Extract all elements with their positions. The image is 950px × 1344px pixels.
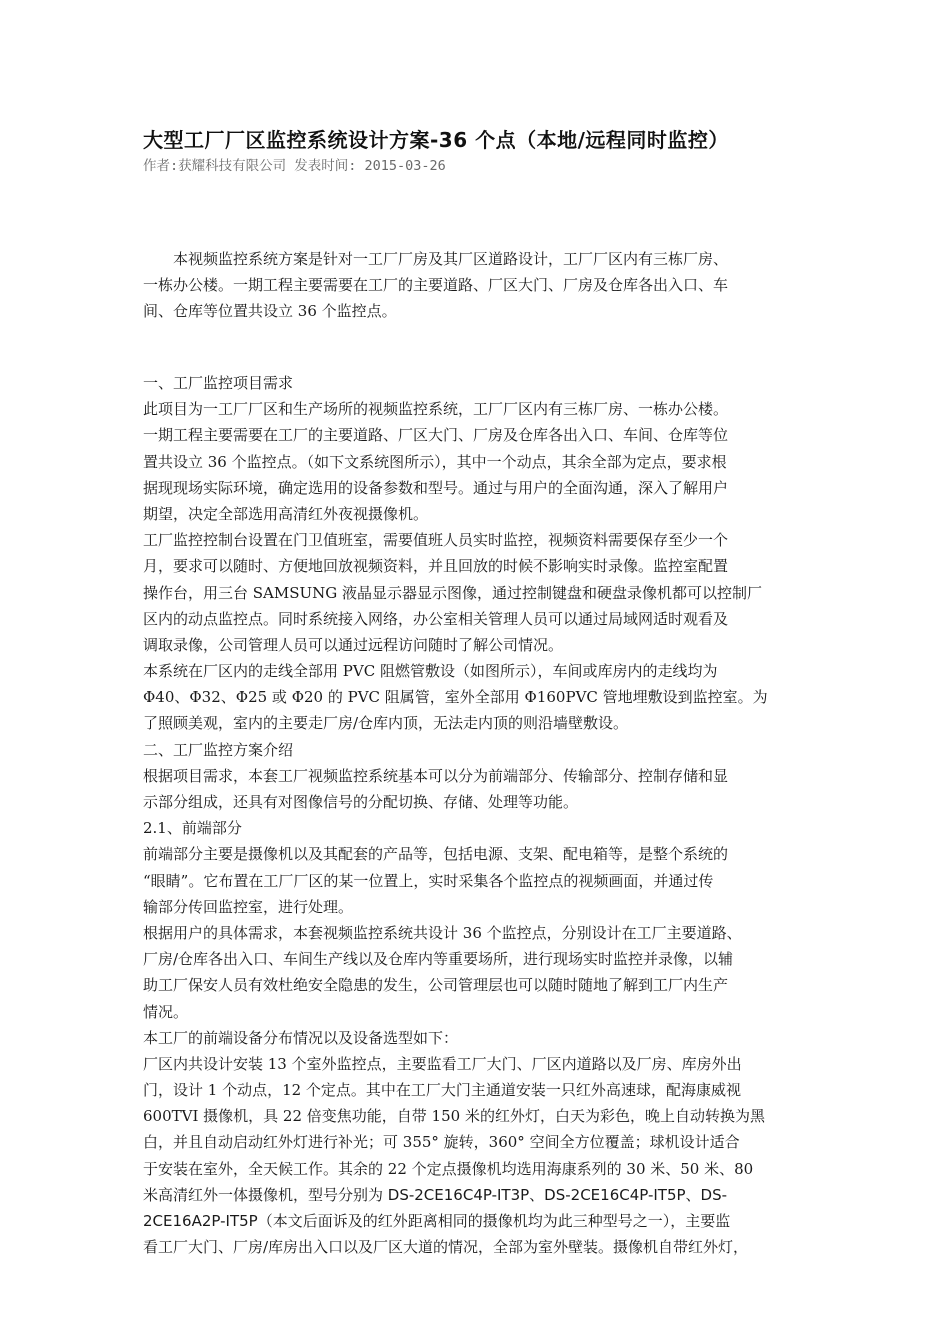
body-line: 根据用户的具体需求，本套视频监控系统共设计 36 个监控点，分别设计在工厂主要道路、 <box>143 923 742 942</box>
body-line: 门，设计 1 个动点，12 个定点。其中在工厂大门主通道安装一只红外高速球，配海康威视 <box>143 1081 741 1100</box>
body-line: 情况。 <box>143 1002 189 1021</box>
document-title: 大型工厂厂区监控系统设计方案-36 个点（本地/远程同时监控） <box>143 128 729 152</box>
body-line: 据现现场实际环境，确定选用的设备参数和型号。通过与用户的全面沟通，深入了解用户 <box>143 478 729 497</box>
camera-model: 2CE16A2P-IT5P <box>143 1212 258 1230</box>
model-line-prefix: 米高清红外一体摄像机，型号分别为 <box>143 1185 388 1204</box>
intro-line: 本视频监控系统方案是针对一工厂厂房及其厂区道路设计，工厂厂区内有三栋厂房、 <box>173 250 729 268</box>
subsection-heading: 2.1、前端部分 <box>143 819 242 838</box>
model-line2-rest: （本文后面诉及的红外距离相同的摄像机均为此三种型号之一），主要监 <box>257 1212 731 1230</box>
body-line: 此项目为一工厂厂区和生产场所的视频监控系统，工厂厂区内有三栋厂房、一栋办公楼。 <box>143 400 729 419</box>
body-line: 期望，决定全部选用高清红外夜视摄像机。 <box>143 504 429 523</box>
body-line: “眼睛”。它布置在工厂厂区的某一位置上，实时采集各个监控点的视频画面，并通过传 <box>143 871 714 890</box>
body-line-models-2 <box>143 1208 833 1234</box>
body-line: Φ40、Φ32、Φ25 或 Φ20 的 PVC 阻属管，室外全部用 Φ160PVC 管地埋敷设到监控室。为 <box>143 688 768 707</box>
body-line: 工厂监控控制台设置在门卫值班室，需要值班人员实时监控，视频资料需要保存至少一个 <box>143 531 729 550</box>
body-line: 本工厂的前端设备分布情况以及设备选型如下： <box>143 1028 459 1047</box>
body-line: 于安装在室外，全天候工作。其余的 22 个定点摄像机均选用海康系列的 30 米、50 米、80 <box>143 1159 754 1178</box>
body-line: 前端部分主要是摄像机以及其配套的产品等，包括电源、支架、配电箱等，是整个系统的 <box>143 845 729 864</box>
body-line: 月，要求可以随时、方便地回放视频资料，并且回放的时候不影响实时录像。监控室配置 <box>143 557 729 576</box>
body-line: 白，并且自动启动红外灯进行补光；可 355° 旋转，360° 空间全方位覆盖；球机设计适合 <box>143 1133 740 1152</box>
intro-paragraph <box>143 246 823 324</box>
body-line: 操作台，用三台 SAMSUNG 液晶显示器显示图像，通过控制键盘和硬盘录像机都可以控制厂 <box>143 583 763 602</box>
body-line: 了照顾美观，室内的主要走厂房/仓库内顶，无法走内顶的则沿墙壁敷设。 <box>143 714 629 733</box>
body-line: 一期工程主要需要在工厂的主要道路、厂区大门、厂房及仓库各出入口、车间、仓库等位 <box>143 426 729 445</box>
document-meta: 作者:获耀科技有限公司 发表时间: 2015-03-26 <box>143 158 446 174</box>
body-line: 助工厂保安人员有效杜绝安全隐患的发生，公司管理层也可以随时随地了解到工厂内生产 <box>143 976 729 995</box>
body-line: 输部分传回监控室，进行处理。 <box>143 897 354 916</box>
body-line: 置共设立 36 个监控点。（如下文系统图所示），其中一个动点，其余全部为定点，要求根 <box>143 452 727 471</box>
section-heading: 二、工厂监控方案介绍 <box>143 740 294 759</box>
intro-line: 间、仓库等位置共设立 36 个监控点。 <box>143 302 397 320</box>
body-line: 根据项目需求，本套工厂视频监控系统基本可以分为前端部分、传输部分、控制存储和显 <box>143 766 729 785</box>
body-line: 厂区内共设计安装 13 个室外监控点，主要监看工厂大门、厂区内道路以及厂房、库房外出 <box>143 1054 742 1073</box>
body-line: 厂房/仓库各出入口、车间生产线以及仓库内等重要场所，进行现场实时监控并录像，以辅 <box>143 950 734 969</box>
body-line: 区内的动点监控点。同时系统接入网络，办公室相关管理人员可以通过局域网适时观看及 <box>143 609 729 628</box>
intro-line: 一栋办公楼。一期工程主要需要在工厂的主要道路、厂区大门、厂房及仓库各出入口、车 <box>143 276 729 294</box>
body-line-models <box>143 1182 833 1208</box>
body-text <box>143 370 833 1260</box>
body-line: 本系统在厂区内的走线全部用 PVC 阻燃管敷设（如图所示），车间或库房内的走线均为 <box>143 662 718 681</box>
section-heading: 一、工厂监控项目需求 <box>143 374 294 392</box>
body-line: 看工厂大门、厂房/库房出入口以及厂区大道的情况，全部为室外壁装。摄像机自带红外灯， <box>143 1238 749 1257</box>
body-line: 示部分组成，还具有对图像信号的分配切换、存储、处理等功能。 <box>143 793 579 811</box>
body-line: 调取录像，公司管理人员可以通过远程访问随时了解公司情况。 <box>143 635 564 654</box>
body-line: 600TVI 摄像机，具 22 倍变焦功能，自带 150 米的红外灯，白天为彩色，晚上自动转换为黑 <box>143 1107 765 1126</box>
camera-models: DS-2CE16C4P-IT3P、DS-2CE16C4P-IT5P、DS- <box>387 1185 728 1204</box>
